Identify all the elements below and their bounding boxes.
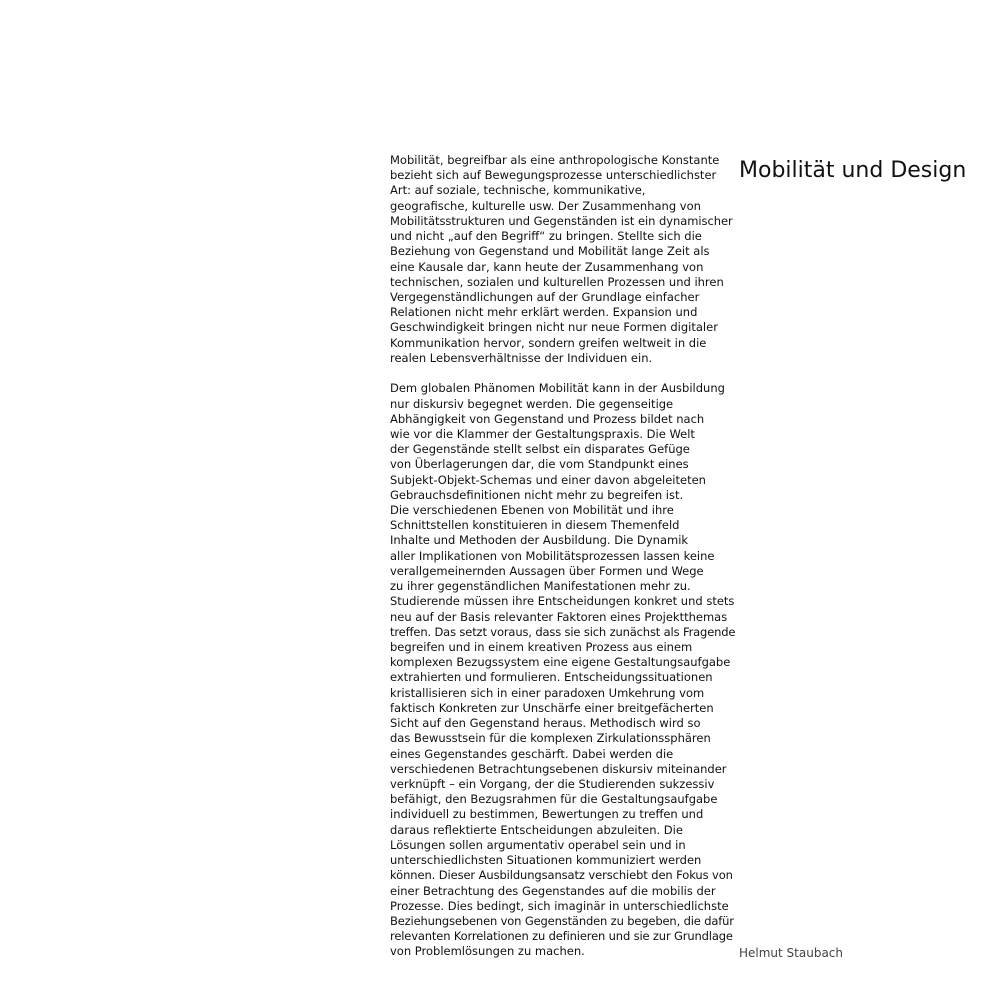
text-line: Studierende müssen ihre Entscheidungen konkret und stets [390, 594, 735, 609]
text-line: kristallisieren sich in einer paradoxen Umkehrung vom [390, 685, 705, 700]
text-line: verallgemeinernden Aussagen über Formen und Wege [390, 563, 704, 578]
text-line: verschiedenen Betrachtungsebenen diskursiv miteinander [390, 761, 727, 776]
text-line: Mobilität, begreifbar als eine anthropologische Konstante [390, 153, 720, 167]
text-line: können. Dieser Ausbildungsansatz verschiebt den Fokus von [390, 868, 733, 883]
text-line: Geschwindigkeit bringen nicht nur neue Formen digitaler [390, 320, 718, 335]
text-line: Subjekt-Objekt-Schemas und einer davon abgeleiteten [390, 472, 706, 487]
text-line: extrahierten und formulieren. Entscheidungssituationen [390, 670, 713, 685]
text-line: wie vor die Klammer der Gestaltungspraxis. Die Welt [390, 426, 695, 441]
text-line: faktisch Konkreten zur Unschärfe einer breitgefächerten [390, 700, 714, 715]
text-line: komplexen Bezugssystem eine eigene Gestaltungsaufgabe [390, 655, 731, 670]
text-line: Relationen nicht mehr erklärt werden. Expansion und [390, 305, 698, 320]
text-line: Die verschiedenen Ebenen von Mobilität und ihre [390, 503, 674, 518]
text-line: individuell zu bestimmen, Bewertungen zu treffen und [390, 807, 704, 822]
text-line: Abhängigkeit von Gegenstand und Prozess bildet nach [390, 411, 705, 426]
text-line: das Bewusstsein für die komplexen Zirkulationssphären [390, 731, 711, 746]
text-line: verknüpft – ein Vorgang, der die Studierenden sukzessiv [390, 776, 715, 791]
text-line: Inhalte und Methoden der Ausbildung. Die Dynamik [390, 533, 689, 548]
text-line: treffen. Das setzt voraus, dass sie sich zunächst als Fragende [390, 624, 736, 639]
text-line: Mobilitätsstrukturen und Gegenständen ist ein dynamischer [390, 213, 733, 228]
text-line: von Überlagerungen dar, die vom Standpunkt eines [390, 457, 689, 472]
text-line: unterschiedlichsten Situationen kommuniziert werden [390, 853, 702, 868]
text-line: Lösungen sollen argumentativ operabel sein und in [390, 837, 686, 852]
paragraph-education [390, 381, 735, 959]
text-line: einer Betrachtung des Gegenstandes auf die mobilis der [390, 883, 716, 898]
author-name: Helmut Staubach [739, 946, 844, 960]
body-text-column [390, 153, 735, 960]
text-line: neu auf der Basis relevanter Faktoren eines Projektthemas [390, 609, 728, 624]
text-line: befähigt, den Bezugsrahmen für die Gestaltungsaufgabe [390, 792, 718, 807]
paragraph-gap [390, 366, 735, 381]
text-line: Kommunikation hervor, sondern greifen weltweit in die [390, 335, 707, 350]
text-line: Beziehungsebenen von Gegenständen zu begeben, die dafür [390, 913, 734, 928]
text-line: Beziehung von Gegenstand und Mobilität lange Zeit als [390, 244, 710, 259]
page-title: Mobilität und Design [739, 157, 967, 183]
text-line: technischen, sozialen und kulturellen Prozessen und ihren [390, 274, 724, 289]
text-line: Art: auf soziale, technische, kommunikative, [390, 183, 646, 198]
text-line: relevanten Korrelationen zu definieren und sie zur Grundlage [390, 929, 733, 944]
text-line: bezieht sich auf Bewegungsprozesse unterschiedlichster [390, 168, 717, 183]
text-line: der Gegenstände stellt selbst ein disparates Gefüge [390, 442, 690, 457]
text-line: Prozesse. Dies bedingt, sich imaginär in unterschiedlichste [390, 898, 729, 913]
text-line: Sicht auf den Gegenstand heraus. Methodisch wird so [390, 716, 701, 731]
text-line: Vergegenständlichungen auf der Grundlage einfacher [390, 289, 700, 304]
text-line: nur diskursiv begegnet werden. Die gegenseitige [390, 396, 674, 411]
text-line: eine Kausale dar, kann heute der Zusammenhang von [390, 259, 704, 274]
text-line: geografische, kulturelle usw. Der Zusammenhang von [390, 198, 701, 213]
text-line: Gebrauchsdefinitionen nicht mehr zu begreifen ist. [390, 487, 684, 502]
text-line: Schnittstellen konstituieren in diesem Themenfeld [390, 518, 680, 533]
text-line: und nicht „auf den Begriff“ zu bringen. Stellte sich die [390, 229, 702, 244]
text-line: eines Gegenstandes geschärft. Dabei werden die [390, 746, 674, 761]
text-line: Dem globalen Phänomen Mobilität kann in der Ausbildung [390, 381, 725, 396]
text-line: von Problemlösungen zu machen. [390, 944, 585, 959]
text-line: aller Implikationen von Mobilitätsprozessen lassen keine [390, 548, 715, 563]
text-line: daraus reflektierte Entscheidungen abzuleiten. Die [390, 822, 683, 837]
paragraph-intro [390, 153, 735, 366]
text-line: begreifen und in einem kreativen Prozess aus einem [390, 640, 693, 654]
text-line: zu ihrer gegenständlichen Manifestationen mehr zu. [390, 579, 691, 594]
text-line: realen Lebensverhältnisse der Individuen ein. [390, 350, 653, 365]
